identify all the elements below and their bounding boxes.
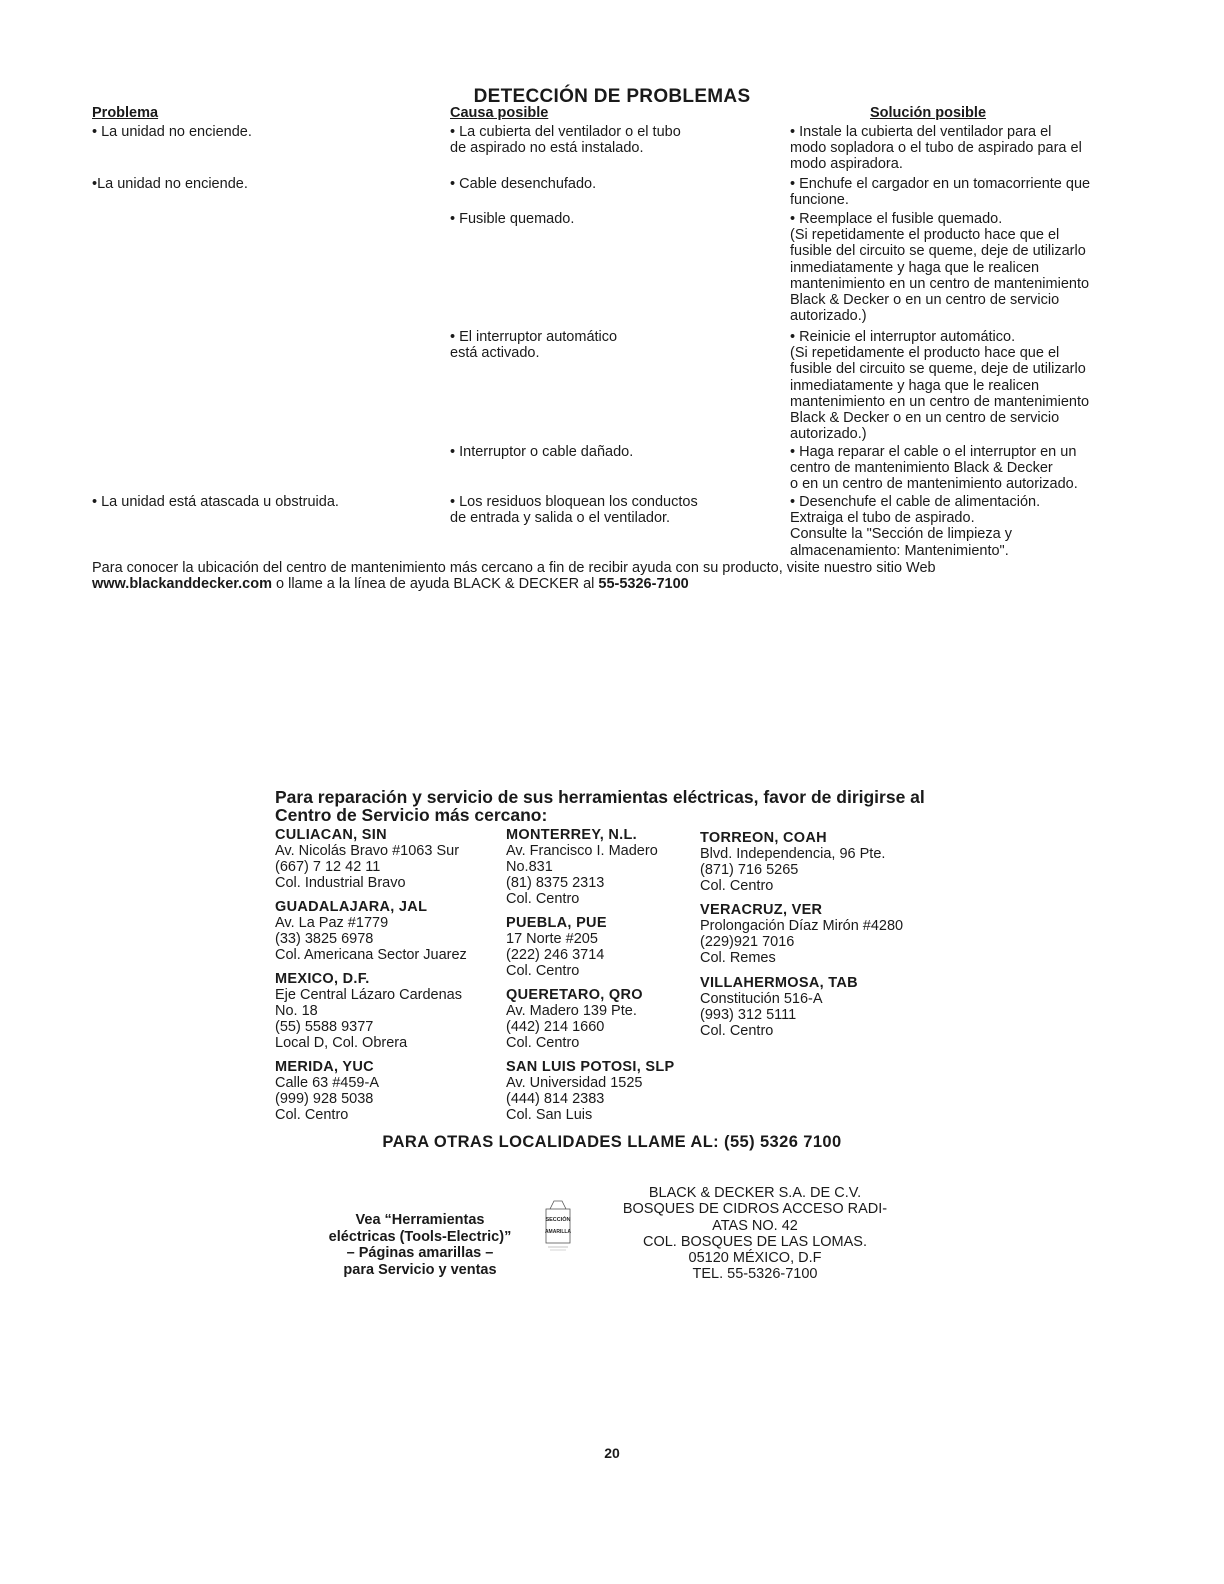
table-row-cause: • Cable desenchufado.: [450, 176, 597, 192]
address-line: Blvd. Independencia, 96 Pte.: [700, 846, 886, 863]
service-center: [275, 827, 459, 891]
table-row-solution: • Desenchufe el cable de alimentación. Extraiga el tubo de aspirado. Consulte la "Sección de limpieza y almacenamiento: Mantenimiento".: [790, 494, 1041, 559]
phone-line: (444) 814 2383: [506, 1091, 605, 1108]
address-line: Prolongación Díaz Mirón #4280: [700, 918, 904, 935]
city-name: MONTERREY, N.L.: [506, 827, 637, 843]
help-note: [92, 560, 1152, 592]
header-cause: Causa posible: [450, 105, 549, 121]
city-name: VILLAHERMOSA, TAB: [700, 975, 858, 991]
city-name: QUERETARO, QRO: [506, 987, 643, 1003]
phone-line: (442) 214 1660: [506, 1019, 605, 1036]
address-line: Col. Industrial Bravo: [275, 875, 406, 892]
address-line: Constitución 516-A: [700, 991, 823, 1008]
troubleshooting-title: DETECCIÓN DE PROBLEMAS: [473, 86, 751, 107]
city-name: MEXICO, D.F.: [275, 971, 370, 987]
help-note-text-2: o llame a la línea de ayuda BLACK & DECKER al: [271, 576, 599, 593]
address-line: Calle 63 #459-A: [275, 1075, 379, 1092]
phone-line: (667) 7 12 42 11: [275, 859, 381, 876]
address-line: Local D, Col. Obrera: [275, 1035, 408, 1052]
yellow-pages-logo-text-1: SECCIÓN: [545, 1217, 571, 1223]
service-center: [506, 987, 643, 1051]
city-name: CULIACAN, SIN: [275, 827, 387, 843]
city-name: VERACRUZ, VER: [700, 902, 823, 918]
help-note-text: Para conocer la ubicación del centro de mantenimiento más cercano a fin de recibir ayuda con su producto, visite nuestro sitio Web: [92, 560, 936, 576]
service-center: [506, 1059, 674, 1123]
header-solution: Solución posible: [870, 105, 987, 121]
service-centers-heading: Para reparación y servicio de sus herramientas eléctricas, favor de dirigirse al Centro de Servicio más cercano:: [275, 787, 925, 825]
city-name: SAN LUIS POTOSI, SLP: [506, 1059, 675, 1075]
table-row-solution: • Instale la cubierta del ventilador para el modo sopladora o el tubo de aspirado para el modo aspiradora.: [790, 124, 1082, 173]
address-line: No.831: [506, 859, 553, 876]
address-line: Col. Centro: [506, 891, 580, 908]
address-line: No. 18: [275, 1003, 318, 1020]
phone-line: (229)921 7016: [700, 934, 795, 951]
phone-line: (222) 246 3714: [506, 947, 605, 964]
yellow-pages-logo-text-2: AMARILLA: [544, 1229, 572, 1235]
address-line: Av. La Paz #1779: [275, 915, 389, 932]
table-row-cause: • Los residuos bloquean los conductos de entrada y salida o el ventilador.: [450, 494, 698, 527]
table-row-solution: • Reinicie el interruptor automático. (Si repetidamente el producto hace que el fusible del circuito se queme, deje de utilizarlo inmediatamente y haga que le realicen mantenimiento en un centro de mantenimiento Black & Decker o en un centro de servicio autorizado.): [790, 329, 1090, 443]
address-line: Av. Nicolás Bravo #1063 Sur: [275, 843, 460, 860]
service-center: [275, 971, 462, 1051]
service-center: [506, 827, 658, 907]
page-number: 20: [604, 1445, 620, 1461]
table-row-cause: • La cubierta del ventilador o el tubo de aspirado no está instalado.: [450, 124, 681, 157]
yellow-pages-logo: [540, 1195, 576, 1275]
city-name: GUADALAJARA, JAL: [275, 899, 428, 915]
company-address: BLACK & DECKER S.A. DE C.V. BOSQUES DE CIDROS ACCESO RADI- ATAS NO. 42 COL. BOSQUES DE LAS LOMAS. 05120 MÉXICO, D.F TEL. 55-5326-7100: [622, 1185, 888, 1283]
table-row-cause: • Interruptor o cable dañado.: [450, 444, 634, 460]
table-row-solution: • Enchufe el cargador en un tomacorriente que funcione.: [790, 176, 1091, 209]
phone-line: (871) 716 5265: [700, 862, 799, 879]
service-center: [506, 915, 607, 979]
service-center: [700, 902, 903, 966]
table-row-problem: • La unidad no enciende.: [92, 124, 252, 140]
address-line: Col. Centro: [700, 1023, 774, 1040]
service-center: [700, 975, 858, 1039]
table-row-solution: • Haga reparar el cable o el interruptor en un centro de mantenimiento Black & Decker o en un centro de mantenimiento autorizado.: [790, 444, 1078, 493]
yellow-pages-note: Vea “Herramientas eléctricas (Tools-Electric)” – Páginas amarillas – para Servicio y ventas: [328, 1212, 512, 1278]
address-line: Col. Remes: [700, 950, 776, 967]
table-row-solution: • Reemplace el fusible quemado. (Si repetidamente el producto hace que el fusible del circuito se queme, deje de utilizarlo inmediatamente y haga que le realicen mantenimiento en un centro de mantenimiento Black & Decker o en un centro de servicio autorizado.): [790, 211, 1090, 325]
address-line: Col. Centro: [275, 1107, 349, 1124]
header-problem: Problema: [92, 105, 159, 121]
phone-line: (55) 5588 9377: [275, 1019, 374, 1036]
city-name: PUEBLA, PUE: [506, 915, 607, 931]
helpline-phone: 55-5326-7100: [598, 576, 689, 593]
table-row-problem: •La unidad no enciende.: [92, 176, 248, 192]
phone-line: (81) 8375 2313: [506, 875, 605, 892]
phone-line: (999) 928 5038: [275, 1091, 374, 1108]
address-line: Av. Madero 139 Pte.: [506, 1003, 637, 1020]
service-center: [275, 1059, 379, 1123]
service-center: [275, 899, 467, 963]
address-line: Col. Americana Sector Juarez: [275, 947, 467, 964]
website-link[interactable]: www.blackanddecker.com: [92, 576, 272, 593]
table-row-cause: • El interruptor automático está activado.: [450, 329, 618, 362]
address-line: 17 Norte #205: [506, 931, 598, 948]
city-name: TORREON, COAH: [700, 830, 827, 846]
address-line: Col. Centro: [700, 878, 774, 895]
service-center: [700, 830, 885, 894]
phone-line: (33) 3825 6978: [275, 931, 374, 948]
address-line: Av. Universidad 1525: [506, 1075, 643, 1092]
table-row-cause: • Fusible quemado.: [450, 211, 575, 227]
other-locations-phone: PARA OTRAS LOCALIDADES LLAME AL: (55) 5326 7100: [382, 1133, 842, 1151]
address-line: Col. Centro: [506, 1035, 580, 1052]
phone-line: (993) 312 5111: [700, 1007, 797, 1024]
address-line: Eje Central Lázaro Cardenas: [275, 987, 462, 1004]
address-line: Av. Francisco I. Madero: [506, 843, 658, 860]
address-line: Col. Centro: [506, 963, 580, 980]
address-line: Col. San Luis: [506, 1107, 593, 1124]
table-row-problem: • La unidad está atascada u obstruida.: [92, 494, 339, 510]
city-name: MERIDA, YUC: [275, 1059, 374, 1075]
